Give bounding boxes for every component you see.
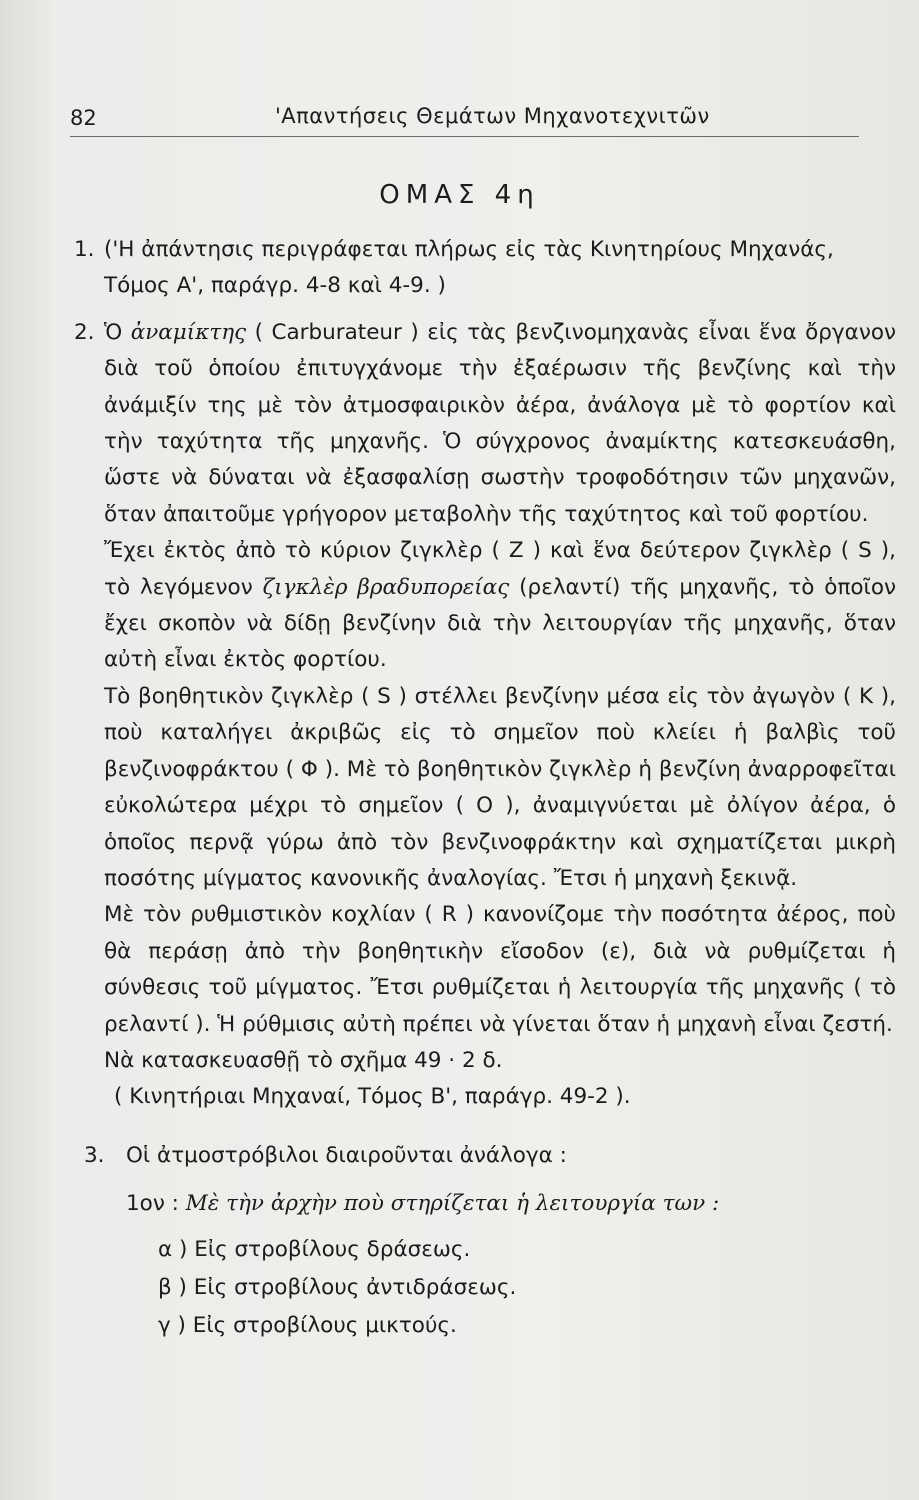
answer-text: ('Η ἀπάντησις περιγράφεται πλήρως εἰς τὰς Κινητηρίους Μηχανάς, Τόμος Α', παράγρ. 4-8 καὶ 4-9. ) xyxy=(104,237,834,299)
paragraph-auxiliary-jet: Τὸ βοηθητικὸν ζιγκλὲρ ( S ) στέλλει βενζίνην μέσα εἰς τὸν ἀγωγὸν ( Κ ), ποὺ καταλήγει ἀκριβῶς εἰς τὸ σημεῖον ποὺ κλείει ἡ βαλβὶς τοῦ βενζινοφράκτου ( Φ ). Μὲ τὸ βοηθητικὸν ζιγκλὲρ ἡ βενζίνη ἀναρροφεῖται εὐκολώτερα μέχρι τὸ σημεῖον ( Ο ), ἀναμιγνύεται μὲ ὀλίγον ἀέρα, ὁ ὁποῖος περνᾷ γύρω ἀπὸ τὸν βενζινοφράκτην καὶ σχηματίζεται μικρὴ ποσότης μίγματος κανονικῆς ἀναλογίας. Ἔτσι ἡ μηχανὴ ξεκινᾷ. xyxy=(104,683,896,891)
paragraph-figure-instruction: Νὰ κατασκευασθῇ τὸ σχῆμα 49 · 2 δ. xyxy=(104,1047,503,1073)
text-run: (ρελαντί) τῆς μηχανῆς, τὸ ὁποῖον ἔχει σκοπὸν νὰ δίδῃ βενζίνην διὰ τὴν λειτουργίαν τῆς μηχανῆς, ὅταν αὐτὴ εἶναι ἐκτὸς φορτίου. xyxy=(104,574,896,673)
turbine-types-list xyxy=(158,1231,896,1345)
italic-term: ἀναμίκτης xyxy=(130,319,247,345)
page-header xyxy=(70,104,859,137)
answer-1 xyxy=(74,232,896,305)
running-title: 'Απαντήσεις Θεμάτων Μηχανοτεχνιτῶν xyxy=(275,104,710,128)
text-run: Ἔχει ἐκτὸς ἀπὸ τὸ κύριον ζιγκλὲρ ( Ζ ) καὶ ἕνα δεύτερον ζιγκλὲρ ( S ), τὸ λεγόμενον xyxy=(104,538,896,600)
classification-text: Μὲ τὴν ἀρχὴν ποὺ στηρίζεται ἡ λειτουργία των : xyxy=(185,1191,720,1217)
classification-label: 1ον : xyxy=(126,1191,186,1217)
paragraph-idle-jet xyxy=(104,533,896,679)
classification-line xyxy=(126,1186,896,1222)
italic-term: ζιγκλὲρ βραδυπορείας xyxy=(262,574,510,600)
answer-number: 2. xyxy=(74,319,95,345)
text-run: Ὁ xyxy=(104,319,131,345)
answer-2 xyxy=(74,315,896,1116)
paragraph-reference: ( Κινητήριαι Μηχαναί, Τόμος Β', παράγρ. 49-2 ). xyxy=(114,1084,631,1110)
paragraph-adjusting-screw: Μὲ τὸν ρυθμιστικὸν κοχλίαν ( R ) κανονίζομε τὴν ποσότητα ἀέρος, ποὺ θὰ περάσῃ ἀπὸ τὴν βοηθητικὴν εἴσοδον (ε), διὰ νὰ ρυθμίζεται ἡ σύνθεσις τοῦ μίγματος. Ἔτσι ρυθμίζεται ἡ λειτουργία τῆς μηχανῆς ( τὸ ρελαντί ). Ἡ ρύθμισις αὐτὴ πρέπει νὰ γίνεται ὅταν ἡ μηχανὴ εἶναι ζεστή. xyxy=(104,902,896,1037)
answers-body xyxy=(74,232,896,1345)
list-item: β ) Εἰς στροβίλους ἀντιδράσεως. xyxy=(158,1274,517,1300)
page-number: 82 xyxy=(70,106,97,130)
answer-3 xyxy=(74,1138,896,1345)
paragraph-carburetor-definition xyxy=(104,315,896,533)
answer-number: 1. xyxy=(74,237,95,262)
text-run: ( Carburateur ) εἰς τὰς βενζινομηχανὰς εἶναι ἕνα ὄργανον διὰ τοῦ ὁποίου ἐπιτυγχάνομε τὴν ἐξαέρωσιν τῆς βενζίνης καὶ τὴν ἀνάμιξίν της μὲ τὸν ἀτμοσφαιρικὸν ἀέρα, ἀνάλογα μὲ τὸ φορτίον καὶ τὴν ταχύτητα τῆς μηχανῆς. Ὁ σύγχρονος ἀναμίκτης κατεσκευάσθη, ὥστε νὰ δύναται νὰ ἐξασφαλίσῃ σωστὴν τροφοδότησιν τῶν μηχανῶν, ὅταν ἀπαιτοῦμε γρήγορον μεταβολὴν τῆς ταχύτητος καὶ τοῦ φορτίου. xyxy=(104,319,896,527)
answer-number: 3. xyxy=(84,1142,105,1168)
answer-intro: Οἱ ἀτμοστρόβιλοι διαιροῦνται ἀνάλογα : xyxy=(126,1142,567,1168)
list-item: γ ) Εἰς στροβίλους μικτούς. xyxy=(158,1312,457,1338)
group-title: ΟΜΑΣ 4η xyxy=(379,180,540,210)
list-item: α ) Εἰς στροβίλους δράσεως. xyxy=(158,1236,471,1262)
